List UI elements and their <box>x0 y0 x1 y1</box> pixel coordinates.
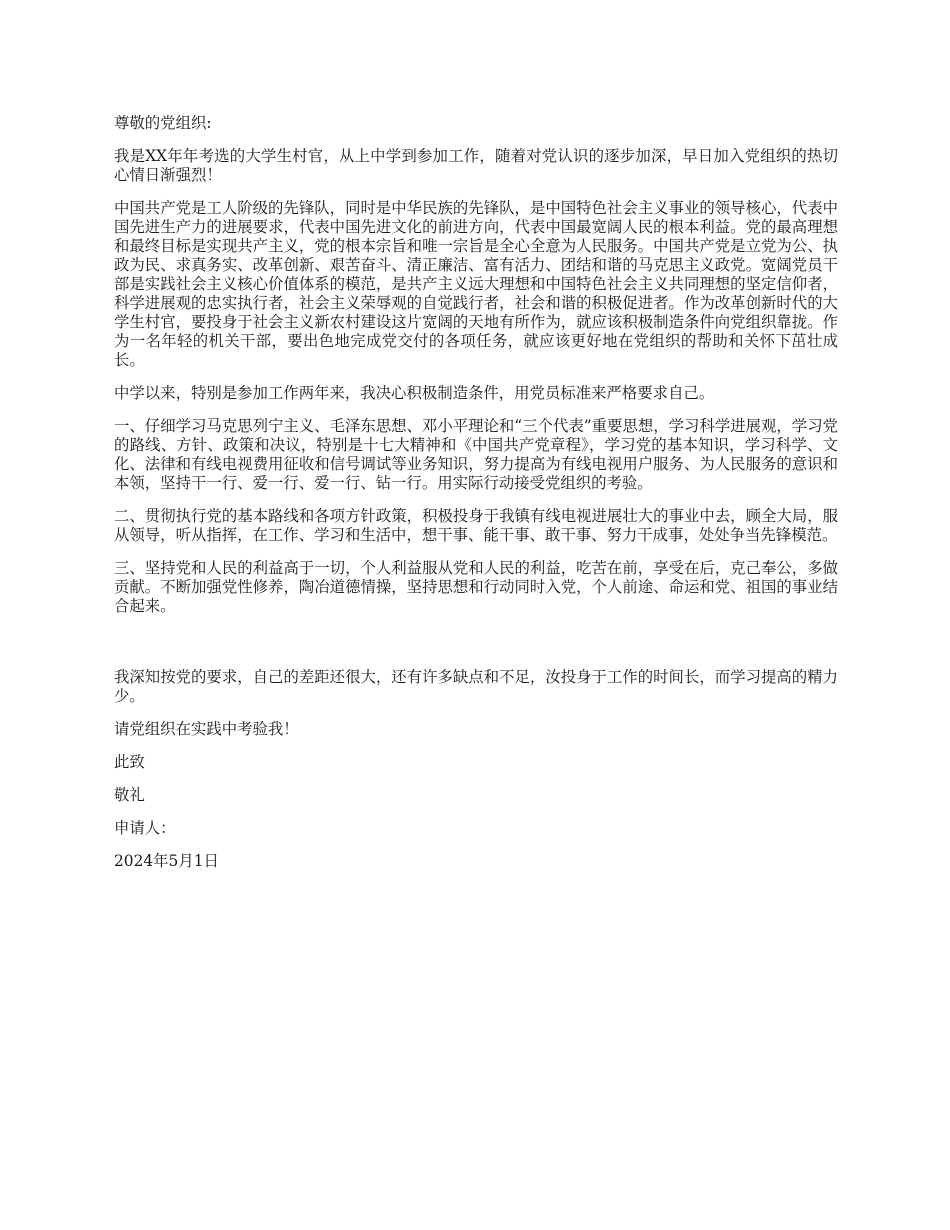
closing-line-2: 敬礼 <box>114 786 145 804</box>
point-three-paragraph: 三、坚持党和人民的利益高于一切，个人利益服从党和人民的利益，吃苦在前，享受在后，克己奉公，多做贡献。不断加强党性修养，陶冶道德情操，坚持思想和行动同时入党，个人前途、命运和党、祖国的事业结合起来。 <box>114 559 838 615</box>
letter-date: 2024年5月1日 <box>114 852 219 870</box>
point-one-paragraph: 一、仔细学习马克思列宁主义、毛泽东思想、邓小平理论和“三个代表”重要思想，学习科学进展观，学习党的路线、方针、政策和决议，特别是十七大精神和《中国共产党章程》，学习党的基本知识，学习科学、文化、法律和有线电视费用征收和信号调试等业务知识，努力提高为有线电视用户服务、为人民服务的意识和本领，坚持干一行、爱一行、爱一行、钻一行。用实际行动接受党组织的考验。 <box>114 417 838 492</box>
point-two-paragraph: 二、贯彻执行党的基本路线和各项方针政策，积极投身于我镇有线电视进展壮大的事业中去，顾全大局，服从领导，听从指挥，在工作、学习和生活中，想干事、能干事、敢干事、努力干成事，处处争当先锋模范。 <box>114 507 838 544</box>
closing-line-1: 此致 <box>114 753 145 771</box>
applicant-label: 申请人： <box>114 819 176 837</box>
blank-space <box>114 630 838 668</box>
salutation: 尊敬的党组织: <box>114 114 212 132</box>
intro-paragraph: 我是XX年年考选的大学生村官，从上中学到参加工作，随着对党认识的逐步加深，早日加入党组织的热切心情日渐强烈！ <box>114 147 838 184</box>
party-description-paragraph: 中国共产党是工人阶级的先锋队，同时是中华民族的先锋队，是中国特色社会主义事业的领导核心，代表中国先进生产力的进展要求，代表中国先进文化的前进方向，代表中国最宽阔人民的根本利益。党的最高理想和最终目标是实现共产主义，党的根本宗旨和唯一宗旨是全心全意为人民服务。中国共产党是立党为公、执政为民、求真务实、改革创新、艰苦奋斗、清正廉洁、富有活力、团结和谐的马克思主义政党。宽阔党员干部是实践社会主义核心价值体系的模范，是共产主义远大理想和中国特色社会主义共同理想的坚定信仰者，科学进展观的忠实执行者，社会主义荣辱观的自觉践行者，社会和谐的积极促进者。作为改革创新时代的大学生村官，要投身于社会主义新农村建设这片宽阔的天地有所作为，就应该积极制造条件向党组织靠拢。作为一名年轻的机关干部，要出色地完成党交付的各项任务，就应该更好地在党组织的帮助和关怀下茁壮成长。 <box>114 199 838 369</box>
commitment-paragraph: 中学以来，特别是参加工作两年来，我决心积极制造条件，用党员标准来严格要求自己。 <box>114 384 715 402</box>
self-assessment-paragraph: 我深知按党的要求，自己的差距还很大，还有许多缺点和不足，汝投身于工作的时间长，而学习提高的精力少。 <box>114 668 838 705</box>
application-letter <box>114 114 838 885</box>
request-paragraph: 请党组织在实践中考验我！ <box>114 720 299 738</box>
